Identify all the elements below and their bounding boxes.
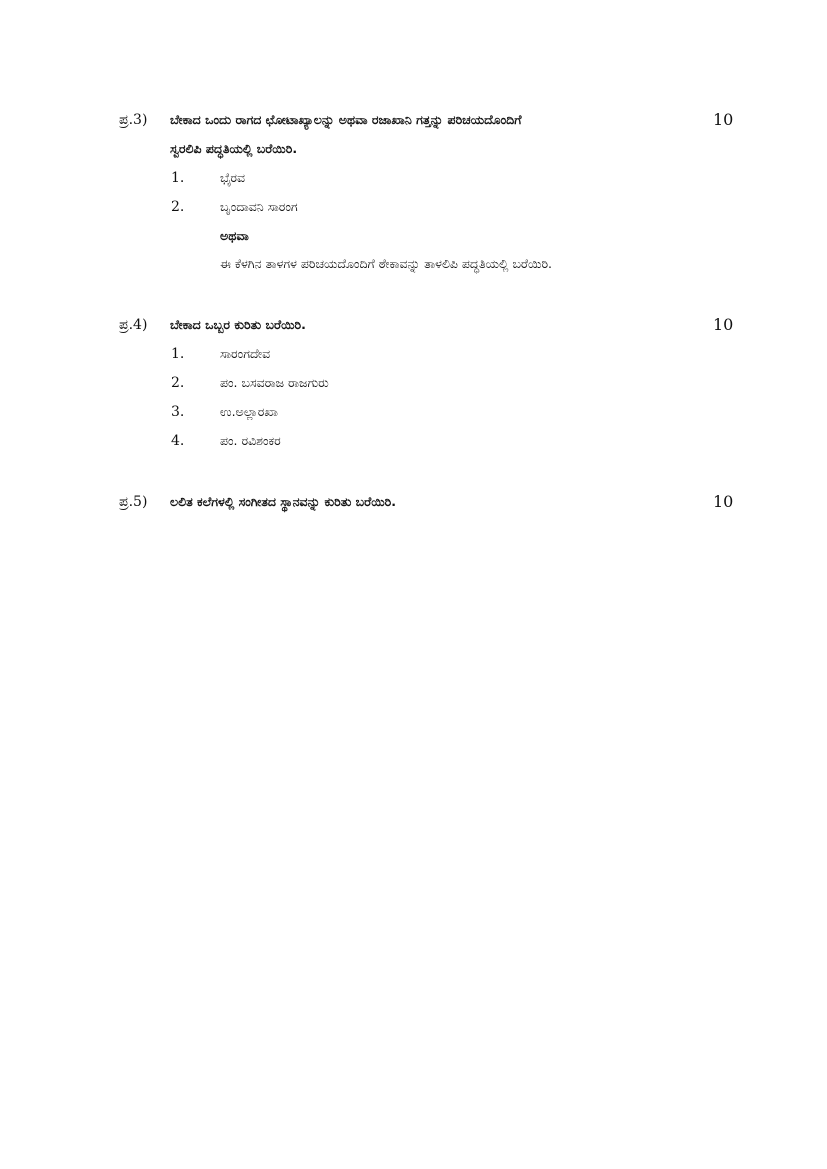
item-text: ಪಂ. ಬಸವರಾಜ ರಾಜಗುರು bbox=[220, 375, 329, 390]
question-text-line-1: ಲಲಿತ ಕಲೆಗಳಲ್ಲಿ ಸಂಗೀತದ ಸ್ಥಾನವನ್ನು ಕುರಿತು ಬರೆಯಿರಿ. bbox=[170, 494, 397, 509]
item-text: ಪಂ. ರವಿಶಂಕರ bbox=[220, 433, 281, 448]
item-text: ಭೈರವ bbox=[220, 170, 245, 185]
item-number: 1. bbox=[171, 170, 185, 186]
question-text-line-1: ಬೇಕಾದ ಒಬ್ಬರ ಕುರಿತು ಬರೆಯಿರಿ. bbox=[170, 317, 306, 332]
question-marks: 10 bbox=[713, 492, 734, 511]
alternative-question-text: ಈ ಕೆಳಗಿನ ತಾಳಗಳ ಪರಿಚಯದೊಂದಿಗೆ ಠೇಕಾವನ್ನು ತಾಳಲಿಪಿ ಪದ್ಧತಿಯಲ್ಲಿ ಬರೆಯಿರಿ. bbox=[220, 256, 553, 271]
question-marks: 10 bbox=[713, 110, 734, 129]
question-marks: 10 bbox=[713, 315, 734, 334]
question-text-line-1: ಬೇಕಾದ ಒಂದು ರಾಗದ ಛೋಟಾಖ್ಯಾಲನ್ನು ಅಥವಾ ರಜಾಖಾನಿ ಗತ್ತನ್ನು ಪರಿಚಯದೊಂದಿಗೆ bbox=[170, 112, 522, 127]
item-number: 4. bbox=[171, 433, 185, 449]
question-number: ಪ್ರ.3) bbox=[119, 112, 148, 128]
item-number: 3. bbox=[171, 404, 185, 420]
item-text: ಉ.ಅಲ್ಲಾರಖಾ bbox=[220, 404, 278, 419]
question-number: ಪ್ರ.4) bbox=[119, 317, 148, 333]
item-number: 2. bbox=[171, 199, 185, 215]
or-label: ಅಥವಾ bbox=[220, 228, 249, 243]
item-number: 2. bbox=[171, 375, 185, 391]
item-text: ಸಾರಂಗದೇವ bbox=[220, 346, 271, 361]
item-number: 1. bbox=[171, 346, 185, 362]
question-number: ಪ್ರ.5) bbox=[119, 494, 148, 510]
question-text-line-2: ಸ್ವರಲಿಪಿ ಪದ್ಧತಿಯಲ್ಲಿ ಬರೆಯಿರಿ. bbox=[170, 141, 298, 156]
item-text: ಬೃಂದಾವನಿ ಸಾರಂಗ bbox=[220, 199, 298, 214]
